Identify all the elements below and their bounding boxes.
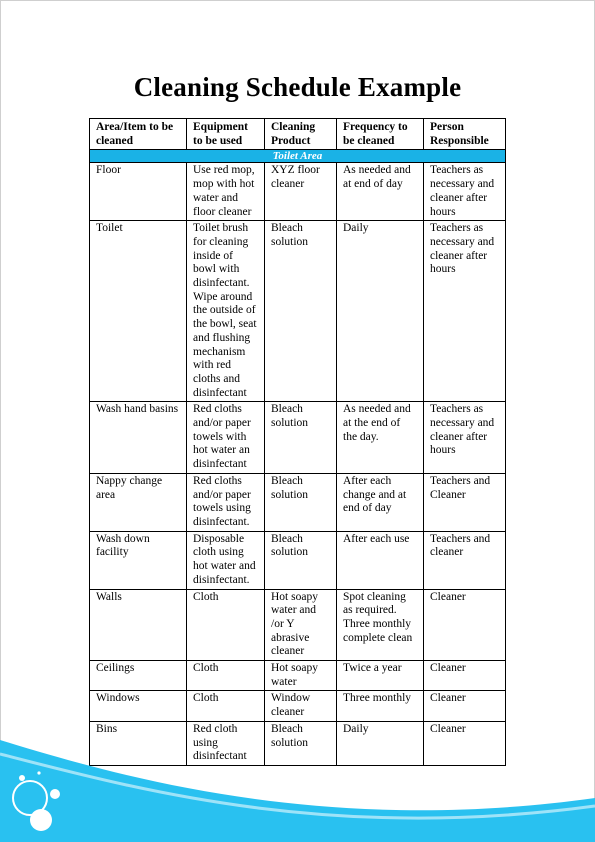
table-row	[90, 589, 506, 661]
cell-frequency: After each use	[337, 531, 424, 589]
bubble-tiny	[37, 771, 40, 774]
cell-person: Cleaner	[424, 721, 506, 765]
cell-product: Window cleaner	[265, 691, 337, 721]
table-row	[90, 691, 506, 721]
table-row	[90, 661, 506, 691]
cell-person: Cleaner	[424, 661, 506, 691]
cell-person: Teachers and Cleaner	[424, 473, 506, 531]
cell-equipment: Red cloths and/or paper towels with hot water an disinfectant	[187, 402, 265, 474]
cell-frequency: Daily	[337, 221, 424, 402]
cell-equipment: Use red mop, mop with hot water and floor cleaner	[187, 163, 265, 221]
header-product: Cleaning Product	[265, 119, 337, 150]
cell-equipment: Red cloth using disinfectant	[187, 721, 265, 765]
cell-product: Bleach solution	[265, 402, 337, 474]
cell-area: Bins	[90, 721, 187, 765]
cell-person: Cleaner	[424, 691, 506, 721]
cell-frequency: Daily	[337, 721, 424, 765]
cell-equipment: Disposable cloth using hot water and disinfectant.	[187, 531, 265, 589]
decorative-wave	[0, 740, 595, 842]
cell-area: Nappy change area	[90, 473, 187, 531]
cell-area: Walls	[90, 589, 187, 661]
cell-area: Wash hand basins	[90, 402, 187, 474]
section-label: Toilet Area	[90, 150, 506, 163]
cell-frequency: Spot cleaning as required. Three monthly complete clean	[337, 589, 424, 661]
cell-equipment: Cloth	[187, 661, 265, 691]
cell-area: Wash down facility	[90, 531, 187, 589]
cleaning-schedule-table	[89, 118, 506, 766]
header-equipment: Equipment to be used	[187, 119, 265, 150]
cell-product: Hot soapy water	[265, 661, 337, 691]
bubble-small	[19, 775, 25, 781]
cell-equipment: Toilet brush for cleaning inside of bowl with disinfectant. Wipe around the outside of the bowl, seat and flushing mechanism with red cloths and disinfectant	[187, 221, 265, 402]
cell-person: Teachers as necessary and cleaner after hours	[424, 221, 506, 402]
cell-person: Teachers and cleaner	[424, 531, 506, 589]
cell-product: Bleach solution	[265, 721, 337, 765]
bubble-medium	[50, 789, 60, 799]
cell-area: Floor	[90, 163, 187, 221]
cell-frequency: After each change and at end of day	[337, 473, 424, 531]
cell-product: XYZ floor cleaner	[265, 163, 337, 221]
page-title: Cleaning Schedule Example	[133, 72, 462, 102]
cell-frequency: Twice a year	[337, 661, 424, 691]
cell-frequency: As needed and at the end of the day.	[337, 402, 424, 474]
header-area: Area/Item to be cleaned	[90, 119, 187, 150]
cell-equipment: Red cloths and/or paper towels using disinfectant.	[187, 473, 265, 531]
table-row	[90, 402, 506, 474]
cell-area: Toilet	[90, 221, 187, 402]
header-person: Person Responsible	[424, 119, 506, 150]
cell-product: Bleach solution	[265, 531, 337, 589]
cell-product: Bleach solution	[265, 473, 337, 531]
cell-frequency: As needed and at end of day	[337, 163, 424, 221]
cell-product: Hot soapy water and /or Y abrasive cleaner	[265, 589, 337, 661]
bubble-large	[30, 809, 52, 831]
table-row	[90, 163, 506, 221]
header-frequency: Frequency to be cleaned	[337, 119, 424, 150]
wave-shape	[0, 740, 595, 842]
cell-equipment: Cloth	[187, 691, 265, 721]
cell-area: Windows	[90, 691, 187, 721]
header-row	[90, 119, 506, 150]
cell-area: Ceilings	[90, 661, 187, 691]
cell-frequency: Three monthly	[337, 691, 424, 721]
section-row	[90, 150, 506, 163]
cell-equipment: Cloth	[187, 589, 265, 661]
table-row	[90, 531, 506, 589]
cell-person: Cleaner	[424, 589, 506, 661]
cell-person: Teachers as necessary and cleaner after hours	[424, 163, 506, 221]
cell-product: Bleach solution	[265, 221, 337, 402]
table-row	[90, 221, 506, 402]
cell-person: Teachers as necessary and cleaner after hours	[424, 402, 506, 474]
table-row	[90, 473, 506, 531]
